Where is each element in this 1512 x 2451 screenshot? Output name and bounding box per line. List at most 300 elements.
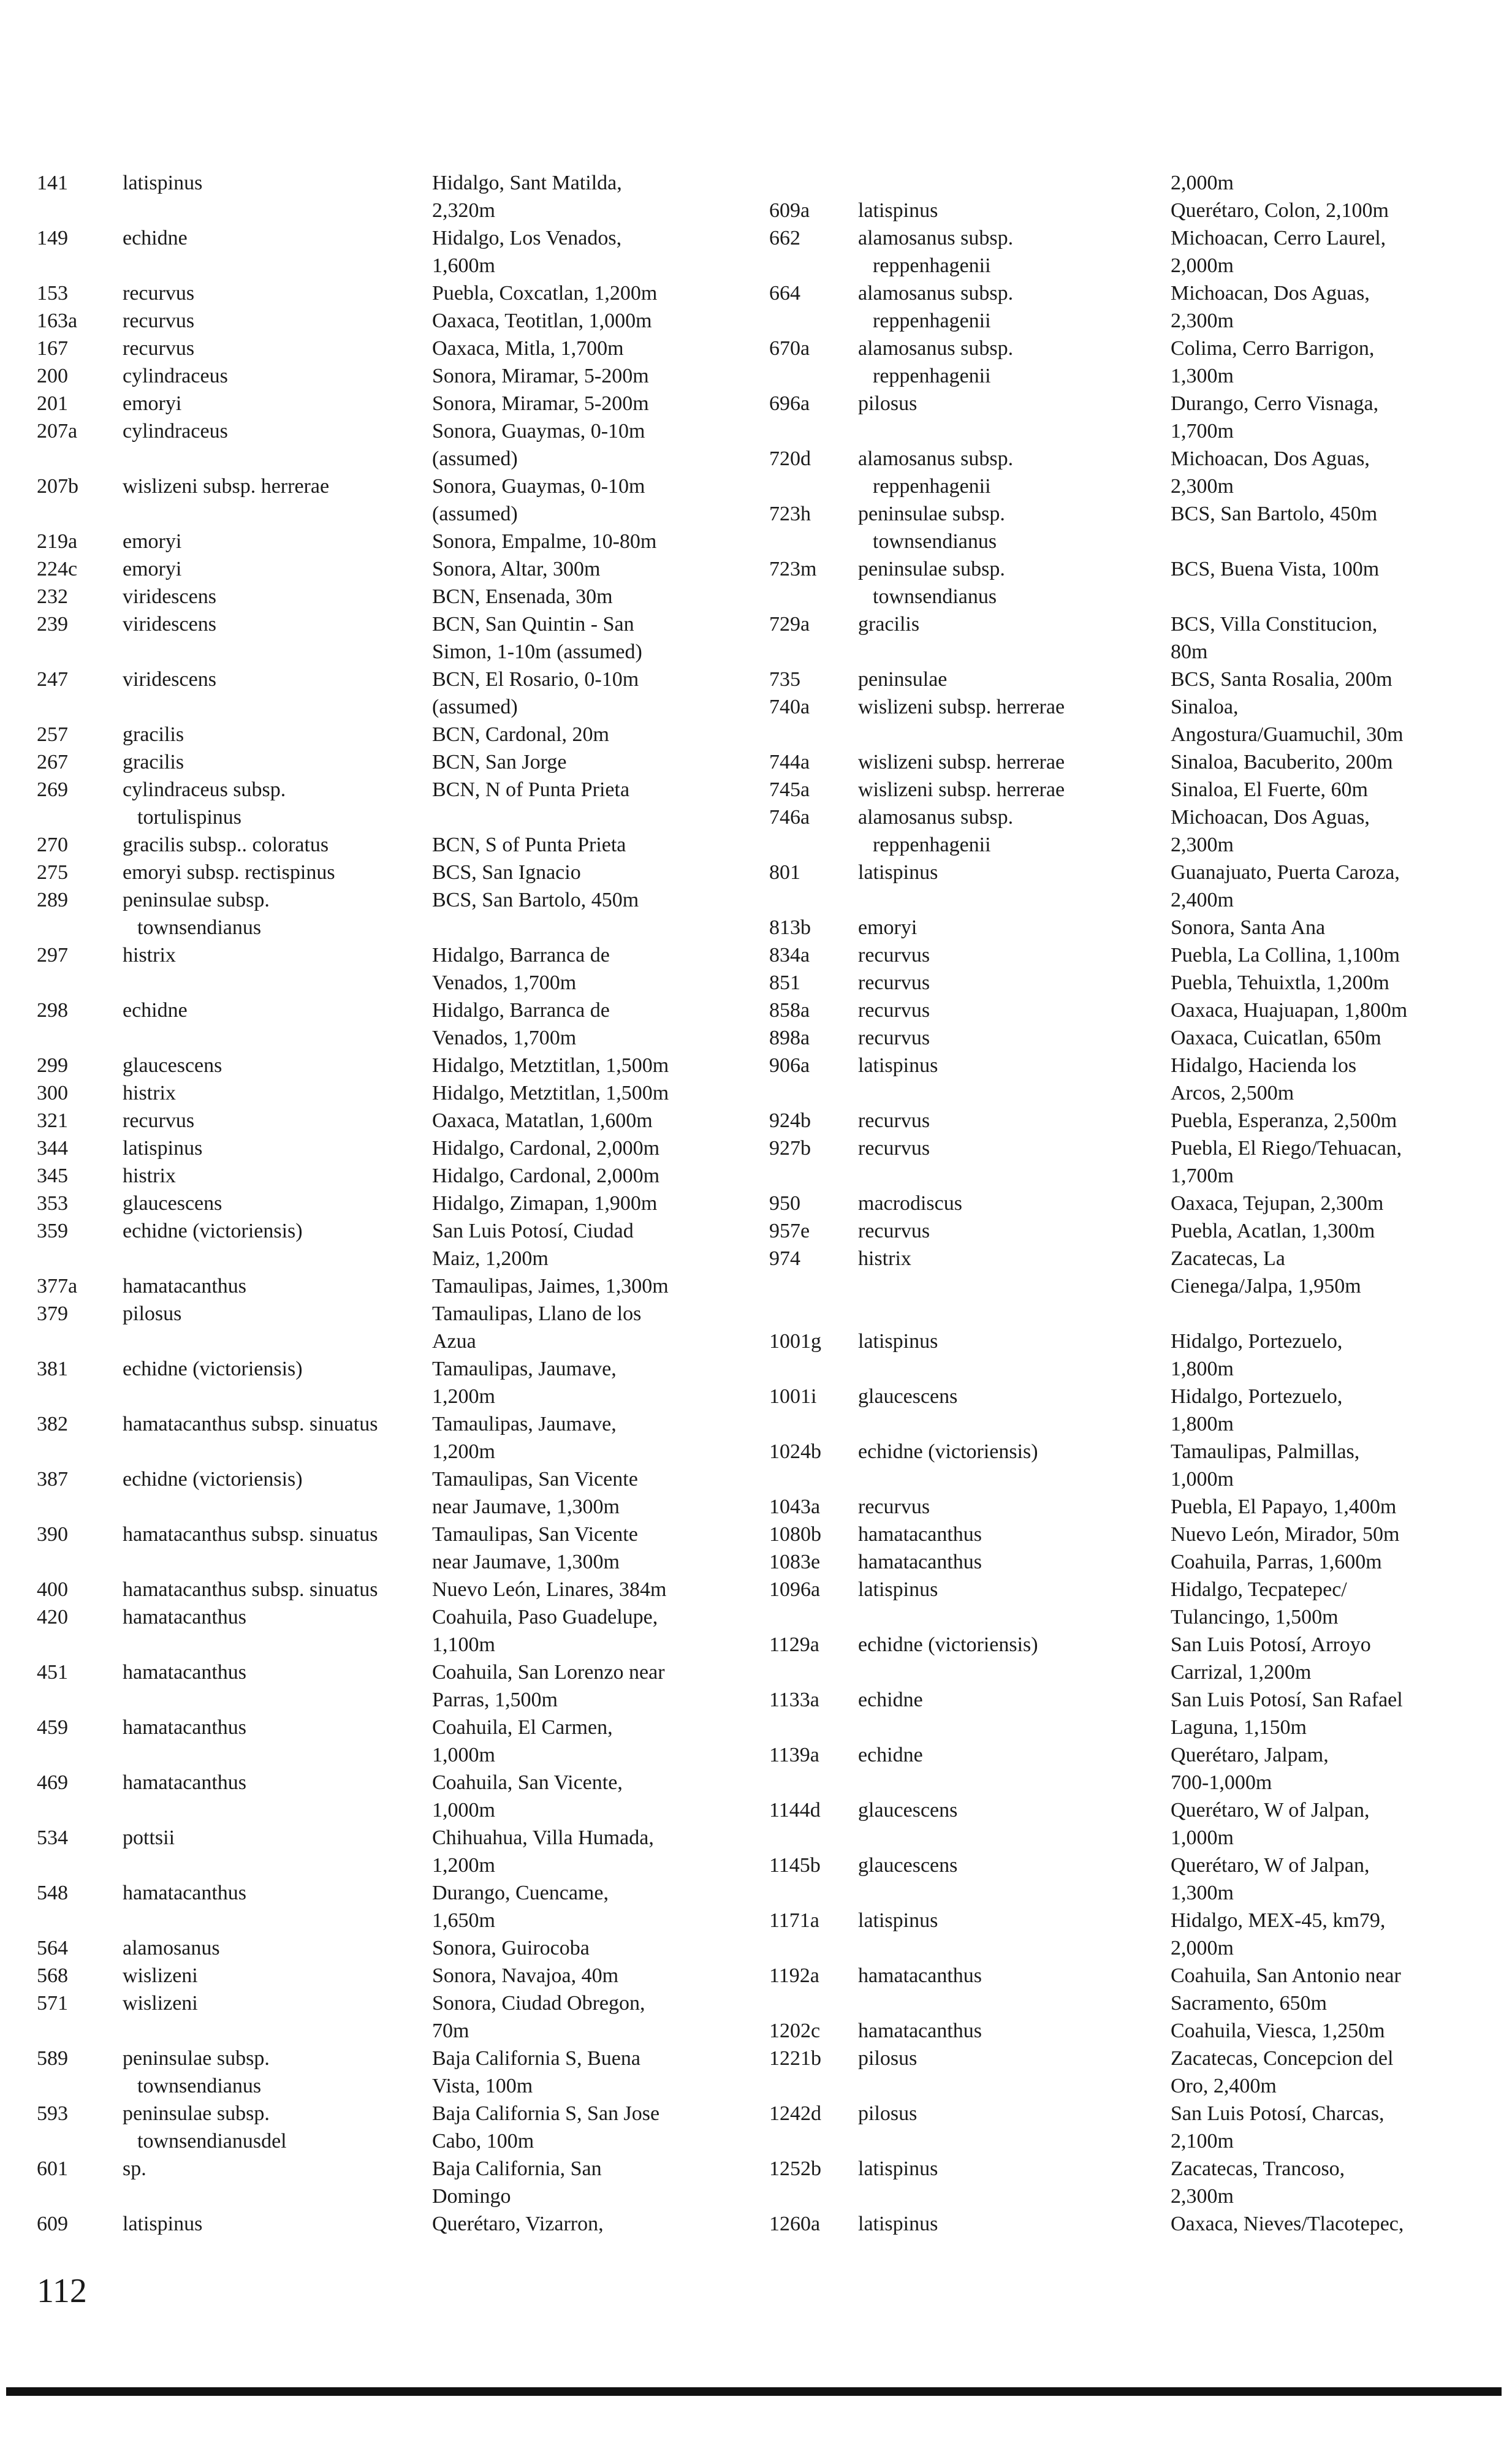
locality-line: Michoacan, Cerro Laurel, xyxy=(1171,227,1386,249)
collection-number: 723m xyxy=(769,558,817,580)
species-name xyxy=(858,1686,1171,1714)
locality xyxy=(432,1052,754,1079)
species-name-line: echidne (victoriensis) xyxy=(858,1440,1038,1463)
locality-line: Coahuila, Parras, 1,600m xyxy=(1171,1551,1382,1573)
collection-number: 609 xyxy=(37,2213,68,2235)
locality xyxy=(432,169,754,224)
specimen-entry xyxy=(769,1548,1486,1576)
locality xyxy=(1171,941,1486,969)
locality xyxy=(432,1659,754,1714)
species-name-line: recurvus xyxy=(858,944,930,967)
species-name-line: alamosanus subsp. xyxy=(858,282,1014,305)
locality xyxy=(432,1769,754,1824)
collection-number: 459 xyxy=(37,1716,68,1739)
specimen-entry xyxy=(37,2045,754,2100)
species-name xyxy=(858,748,1171,776)
locality xyxy=(432,1989,754,2045)
species-name-line: echidne (victoriensis) xyxy=(123,1358,303,1380)
collection-number: 239 xyxy=(37,613,68,636)
locality-line: Puebla, Acatlan, 1,300m xyxy=(1171,1220,1375,1242)
species-name-line: latispinus xyxy=(858,1054,938,1077)
species-name xyxy=(858,1548,1171,1576)
collection-number: 379 xyxy=(37,1302,68,1325)
locality-line: 2,300m xyxy=(1171,475,1234,498)
species-name-line: recurvus xyxy=(858,971,930,994)
species-name xyxy=(858,1383,1171,1410)
locality-line: Maiz, 1,200m xyxy=(432,1247,549,1270)
species-name xyxy=(858,555,1171,610)
specimen-entry xyxy=(37,1355,754,1410)
species-name-line: cylindraceus subsp. xyxy=(123,778,286,801)
locality xyxy=(1171,1576,1486,1631)
species-name-line: histrix xyxy=(858,1247,911,1270)
locality xyxy=(1171,1796,1486,1852)
locality xyxy=(1171,197,1486,224)
locality-line: Puebla, La Collina, 1,100m xyxy=(1171,944,1400,967)
locality-line: 1,600m xyxy=(432,254,495,277)
locality-line: Chihuahua, Villa Humada, xyxy=(432,1826,654,1849)
collection-number: 662 xyxy=(769,227,800,249)
species-name xyxy=(123,941,432,969)
specimen-entry xyxy=(769,1576,1486,1631)
specimen-entry xyxy=(769,1217,1486,1245)
species-name-line: hamatacanthus xyxy=(858,1551,982,1573)
species-name xyxy=(123,1962,432,1989)
locality xyxy=(432,1714,754,1769)
species-name xyxy=(123,997,432,1024)
species-name-line: townsendianusdel xyxy=(137,2130,287,2153)
collection-number: 670a xyxy=(769,337,810,360)
locality xyxy=(432,2155,754,2210)
species-name xyxy=(858,1134,1171,1162)
collection-number: 200 xyxy=(37,365,68,387)
species-name xyxy=(858,804,1171,859)
locality-line: Sonora, Altar, 300m xyxy=(432,558,601,580)
specimen-entry xyxy=(37,859,754,886)
species-name-line: wislizeni xyxy=(123,1992,198,2015)
locality-line: 1,000m xyxy=(1171,1826,1234,1849)
locality-line: Oaxaca, Nieves/Tlacotepec, xyxy=(1171,2213,1404,2235)
specimen-entry xyxy=(769,666,1486,693)
collection-number: 1139a xyxy=(769,1744,819,1766)
specimen-entry xyxy=(37,941,754,997)
specimen-entry xyxy=(37,1465,754,1521)
species-name xyxy=(858,1438,1171,1465)
specimen-entry xyxy=(37,721,754,748)
locality-line: Oaxaca, Matatlan, 1,600m xyxy=(432,1109,653,1132)
locality-line: Cabo, 100m xyxy=(432,2130,534,2153)
locality-line: Baja California S, San Jose xyxy=(432,2102,660,2125)
collection-number: 729a xyxy=(769,613,810,636)
specimen-entry xyxy=(769,1907,1486,1962)
locality xyxy=(432,224,754,279)
locality-line: Sonora, Miramar, 5-200m xyxy=(432,365,649,387)
collection-number: 1129a xyxy=(769,1633,819,1656)
locality-line: near Jaumave, 1,300m xyxy=(432,1551,620,1573)
locality-line: Querétaro, Vizarron, xyxy=(432,2213,604,2235)
collection-number: 746a xyxy=(769,806,810,829)
locality xyxy=(432,1934,754,1962)
collection-number: 345 xyxy=(37,1165,68,1187)
collection-number: 1260a xyxy=(769,2213,821,2235)
species-name-line: hamatacanthus subsp. sinuatus xyxy=(123,1523,378,1546)
species-name xyxy=(858,666,1171,693)
locality xyxy=(432,721,754,748)
species-name-line: viridescens xyxy=(123,585,216,608)
locality-line: 80m xyxy=(1171,640,1208,663)
locality-line: Simon, 1-10m (assumed) xyxy=(432,640,642,663)
specimen-entry xyxy=(769,390,1486,445)
locality-line: 2,320m xyxy=(432,199,495,222)
species-name-line: wislizeni subsp. herrerae xyxy=(858,778,1065,801)
species-name-line: pilosus xyxy=(858,2102,917,2125)
locality-line: Oro, 2,400m xyxy=(1171,2075,1277,2097)
species-name-line: hamatacanthus xyxy=(858,1964,982,1987)
locality-line: Hidalgo, Zimapan, 1,900m xyxy=(432,1192,658,1215)
species-name-line: gracilis xyxy=(123,751,184,773)
locality-line: Hidalgo, Los Venados, xyxy=(432,227,622,249)
locality-line: Hidalgo, Barranca de xyxy=(432,944,610,967)
locality xyxy=(432,1162,754,1190)
locality-line: Coahuila, Viesca, 1,250m xyxy=(1171,2020,1385,2042)
locality xyxy=(1171,1134,1486,1190)
species-name xyxy=(858,335,1171,390)
specimen-entry xyxy=(37,776,754,831)
locality-line: Nuevo León, Linares, 384m xyxy=(432,1578,667,1601)
species-name xyxy=(858,1796,1171,1824)
species-name xyxy=(858,2210,1171,2238)
species-name xyxy=(123,1879,432,1907)
species-name xyxy=(123,1355,432,1383)
specimen-entry xyxy=(769,1631,1486,1686)
specimen-entry xyxy=(769,941,1486,969)
locality-line: BCN, N of Punta Prieta xyxy=(432,778,630,801)
specimen-entry xyxy=(769,1962,1486,2017)
specimen-entry xyxy=(769,1438,1486,1493)
locality xyxy=(1171,2045,1486,2100)
collection-number: 1080b xyxy=(769,1523,821,1546)
locality-line: Vista, 100m xyxy=(432,2075,533,2097)
specimen-entry xyxy=(37,1659,754,1714)
specimen-entry xyxy=(769,1300,1486,1328)
locality xyxy=(1171,748,1486,776)
locality-line: Hidalgo, Cardonal, 2,000m xyxy=(432,1137,660,1160)
collection-number: 321 xyxy=(37,1109,68,1132)
right-column xyxy=(769,169,1486,2238)
species-name-line: emoryi xyxy=(123,558,182,580)
locality-line: Hidalgo, Tecpatepec/ xyxy=(1171,1578,1347,1601)
collection-number: 149 xyxy=(37,227,68,249)
locality-line: Zacatecas, Trancoso, xyxy=(1171,2157,1345,2180)
collection-number: 957e xyxy=(769,1220,810,1242)
left-column xyxy=(37,169,754,2238)
locality xyxy=(1171,914,1486,941)
species-name xyxy=(123,335,432,362)
species-name xyxy=(858,1576,1171,1603)
species-name-line: echidne (victoriensis) xyxy=(123,1220,303,1242)
specimen-entry xyxy=(769,2210,1486,2238)
species-name-line: recurvus xyxy=(858,1109,930,1132)
collection-number: 163a xyxy=(37,310,78,332)
species-name xyxy=(858,1024,1171,1052)
species-name-line: latispinus xyxy=(858,1578,938,1601)
collection-number: 377a xyxy=(37,1275,78,1298)
collection-number: 834a xyxy=(769,944,810,967)
specimen-entry xyxy=(37,1989,754,2045)
species-name xyxy=(123,1521,432,1548)
locality-line: Sonora, Empalme, 10-80m xyxy=(432,530,657,553)
specimen-entry xyxy=(37,1052,754,1079)
collection-number: 219a xyxy=(37,530,78,553)
specimen-entry xyxy=(37,1769,754,1824)
species-name xyxy=(123,528,432,555)
locality xyxy=(1171,804,1486,859)
locality xyxy=(1171,1907,1486,1962)
footer-rule xyxy=(6,2387,1502,2396)
specimen-entry xyxy=(769,500,1486,555)
species-name-line: alamosanus subsp. xyxy=(858,227,1014,249)
species-name xyxy=(858,969,1171,997)
locality-line: 70m xyxy=(432,2020,469,2042)
locality-line: Puebla, Coxcatlan, 1,200m xyxy=(432,282,658,305)
specimen-entry xyxy=(37,1107,754,1134)
collection-number: 224c xyxy=(37,558,78,580)
species-name-line: latispinus xyxy=(858,861,938,884)
locality-line: Angostura/Guamuchil, 30m xyxy=(1171,723,1404,746)
locality-line: 1,000m xyxy=(432,1744,495,1766)
specimen-entry xyxy=(769,748,1486,776)
locality-line: 1,700m xyxy=(1171,1165,1234,1187)
collection-number: 1001g xyxy=(769,1330,821,1353)
species-name-line: hamatacanthus subsp. sinuatus xyxy=(123,1578,378,1601)
collection-number: 924b xyxy=(769,1109,811,1132)
locality xyxy=(432,2045,754,2100)
species-name-line: pilosus xyxy=(858,392,917,415)
specimen-entry xyxy=(37,1576,754,1603)
specimen-entry xyxy=(769,1383,1486,1438)
species-name xyxy=(858,776,1171,804)
species-name-line: wislizeni subsp. herrerae xyxy=(123,475,330,498)
species-name xyxy=(123,224,432,252)
species-name xyxy=(123,1824,432,1852)
locality xyxy=(432,279,754,307)
species-name-line: pilosus xyxy=(858,2047,917,2070)
species-name-line: echidne (victoriensis) xyxy=(858,1633,1038,1656)
species-name-line: reppenhagenii xyxy=(873,310,991,332)
locality xyxy=(432,1410,754,1465)
locality-line: Oaxaca, Huajuapan, 1,800m xyxy=(1171,999,1408,1022)
specimen-entry xyxy=(769,224,1486,279)
locality xyxy=(432,1107,754,1134)
species-name-line: macrodiscus xyxy=(858,1192,962,1215)
collection-number: 664 xyxy=(769,282,800,305)
species-name xyxy=(858,997,1171,1024)
locality xyxy=(432,997,754,1052)
locality xyxy=(432,1824,754,1879)
collection-number: 720d xyxy=(769,447,811,470)
species-name-line: latispinus xyxy=(123,1137,203,1160)
locality xyxy=(432,666,754,721)
specimen-entry xyxy=(769,1796,1486,1852)
species-name-line: hamatacanthus xyxy=(123,1882,247,1904)
species-name xyxy=(123,1052,432,1079)
collection-number: 1043a xyxy=(769,1495,821,1518)
collection-number: 1192a xyxy=(769,1964,819,1987)
locality-line: Hidalgo, Barranca de xyxy=(432,999,610,1022)
locality-line: Hidalgo, Hacienda los xyxy=(1171,1054,1357,1077)
locality xyxy=(432,528,754,555)
collection-number: 813b xyxy=(769,916,811,939)
specimen-entry xyxy=(37,390,754,417)
specimen-entry xyxy=(769,610,1486,666)
locality xyxy=(432,2210,754,2238)
collection-number: 723h xyxy=(769,503,811,525)
specimen-entry xyxy=(37,528,754,555)
locality xyxy=(432,555,754,583)
species-name-line: gracilis xyxy=(858,613,920,636)
locality xyxy=(1171,2100,1486,2155)
locality-line: BCN, S of Punta Prieta xyxy=(432,834,626,856)
species-name xyxy=(123,473,432,500)
locality-line: Hidalgo, Metztitlan, 1,500m xyxy=(432,1082,669,1104)
collection-number: 289 xyxy=(37,889,68,911)
specimen-entry xyxy=(37,1962,754,1989)
species-name xyxy=(858,445,1171,500)
species-name-line: hamatacanthus xyxy=(858,1523,982,1546)
species-name xyxy=(123,1079,432,1107)
locality-line: Tamaulipas, San Vicente xyxy=(432,1523,638,1546)
species-name-line: recurvus xyxy=(123,337,195,360)
locality xyxy=(1171,1852,1486,1907)
species-name xyxy=(858,1907,1171,1934)
locality-line: Tamaulipas, Llano de los xyxy=(432,1302,642,1325)
locality-line: 1,700m xyxy=(1171,420,1234,443)
species-name-line: viridescens xyxy=(123,668,216,691)
species-name xyxy=(123,555,432,583)
collection-number: 141 xyxy=(37,172,68,194)
collection-number: 593 xyxy=(37,2102,68,2125)
locality-line: BCS, San Ignacio xyxy=(432,861,581,884)
specimen-entry xyxy=(769,335,1486,390)
collection-number: 564 xyxy=(37,1937,68,1959)
species-name-line: wislizeni subsp. herrerae xyxy=(858,696,1065,718)
locality-line: Sonora, Guaymas, 0-10m xyxy=(432,420,645,443)
specimen-entry xyxy=(37,1079,754,1107)
species-name xyxy=(858,1245,1171,1272)
specimen-entry xyxy=(37,666,754,721)
species-name-line: recurvus xyxy=(858,999,930,1022)
collection-number: 568 xyxy=(37,1964,68,1987)
locality-line: Tulancingo, 1,500m xyxy=(1171,1606,1339,1628)
specimen-entry xyxy=(37,1217,754,1272)
locality-line: Zacatecas, La xyxy=(1171,1247,1285,1270)
locality xyxy=(432,1962,754,1989)
specimen-entry xyxy=(37,748,754,776)
species-name-line: glaucescens xyxy=(858,1385,958,1408)
specimen-entry xyxy=(37,1879,754,1934)
locality-line: Tamaulipas, Jaumave, xyxy=(432,1358,617,1380)
collection-number: 744a xyxy=(769,751,810,773)
species-name-line: recurvus xyxy=(858,1137,930,1160)
locality xyxy=(432,362,754,390)
specimen-entry xyxy=(37,1190,754,1217)
specimen-entry xyxy=(37,169,754,224)
locality xyxy=(1171,693,1486,748)
species-name-line: hamatacanthus xyxy=(123,1275,247,1298)
specimen-entry xyxy=(769,969,1486,997)
locality xyxy=(432,859,754,886)
collection-number: 153 xyxy=(37,282,68,305)
specimen-entry xyxy=(37,997,754,1052)
locality-line: 1,800m xyxy=(1171,1358,1234,1380)
species-name xyxy=(123,583,432,610)
species-name-line: hamatacanthus xyxy=(123,1661,247,1684)
species-name xyxy=(858,279,1171,335)
specimen-entry xyxy=(37,1410,754,1465)
species-name xyxy=(858,1328,1171,1355)
locality xyxy=(432,1217,754,1272)
locality-line: Durango, Cerro Visnaga, xyxy=(1171,392,1379,415)
locality-line: Tamaulipas, Jaimes, 1,300m xyxy=(432,1275,669,1298)
locality-line: Michoacan, Dos Aguas, xyxy=(1171,447,1370,470)
locality xyxy=(432,1079,754,1107)
specimen-entry xyxy=(37,886,754,941)
species-name-line: glaucescens xyxy=(123,1192,222,1215)
species-name xyxy=(123,859,432,886)
species-name-line: emoryi xyxy=(123,392,182,415)
collection-number: 898a xyxy=(769,1027,810,1049)
locality-line: 1,300m xyxy=(1171,365,1234,387)
species-name-line: sp. xyxy=(123,2157,146,2180)
species-name-line: latispinus xyxy=(858,1909,938,1932)
specimen-entry xyxy=(37,1272,754,1300)
locality xyxy=(432,1603,754,1659)
species-name-line: peninsulae subsp. xyxy=(123,2102,270,2125)
locality-line: BCS, San Bartolo, 450m xyxy=(432,889,639,911)
locality-line: Laguna, 1,150m xyxy=(1171,1716,1307,1739)
locality xyxy=(432,390,754,417)
locality xyxy=(1171,969,1486,997)
collection-number: 858a xyxy=(769,999,810,1022)
species-name xyxy=(123,362,432,390)
species-name xyxy=(858,914,1171,941)
locality xyxy=(432,1355,754,1410)
species-name xyxy=(123,776,432,831)
specimen-entry xyxy=(37,1714,754,1769)
species-name xyxy=(123,831,432,859)
species-name xyxy=(858,1190,1171,1217)
locality-line: Puebla, El Riego/Tehuacan, xyxy=(1171,1137,1402,1160)
collection-number: 589 xyxy=(37,2047,68,2070)
locality-line: Tamaulipas, Palmillas, xyxy=(1171,1440,1360,1463)
locality-line: Sonora, Navajoa, 40m xyxy=(432,1964,619,1987)
locality-line: Azua xyxy=(432,1330,476,1353)
species-name xyxy=(123,307,432,335)
species-name xyxy=(858,1217,1171,1245)
species-name xyxy=(858,1521,1171,1548)
species-name-line: hamatacanthus xyxy=(123,1716,247,1739)
locality-line: 1,000m xyxy=(1171,1468,1234,1491)
locality-line: 2,000m xyxy=(1171,1937,1234,1959)
locality-line: Coahuila, El Carmen, xyxy=(432,1716,613,1739)
species-name-line: reppenhagenii xyxy=(873,365,991,387)
specimen-entry xyxy=(769,2017,1486,2045)
collection-number: 400 xyxy=(37,1578,68,1601)
species-name-line: gracilis xyxy=(123,723,184,746)
locality xyxy=(1171,2155,1486,2210)
species-name xyxy=(858,1741,1171,1769)
species-name xyxy=(123,1134,432,1162)
